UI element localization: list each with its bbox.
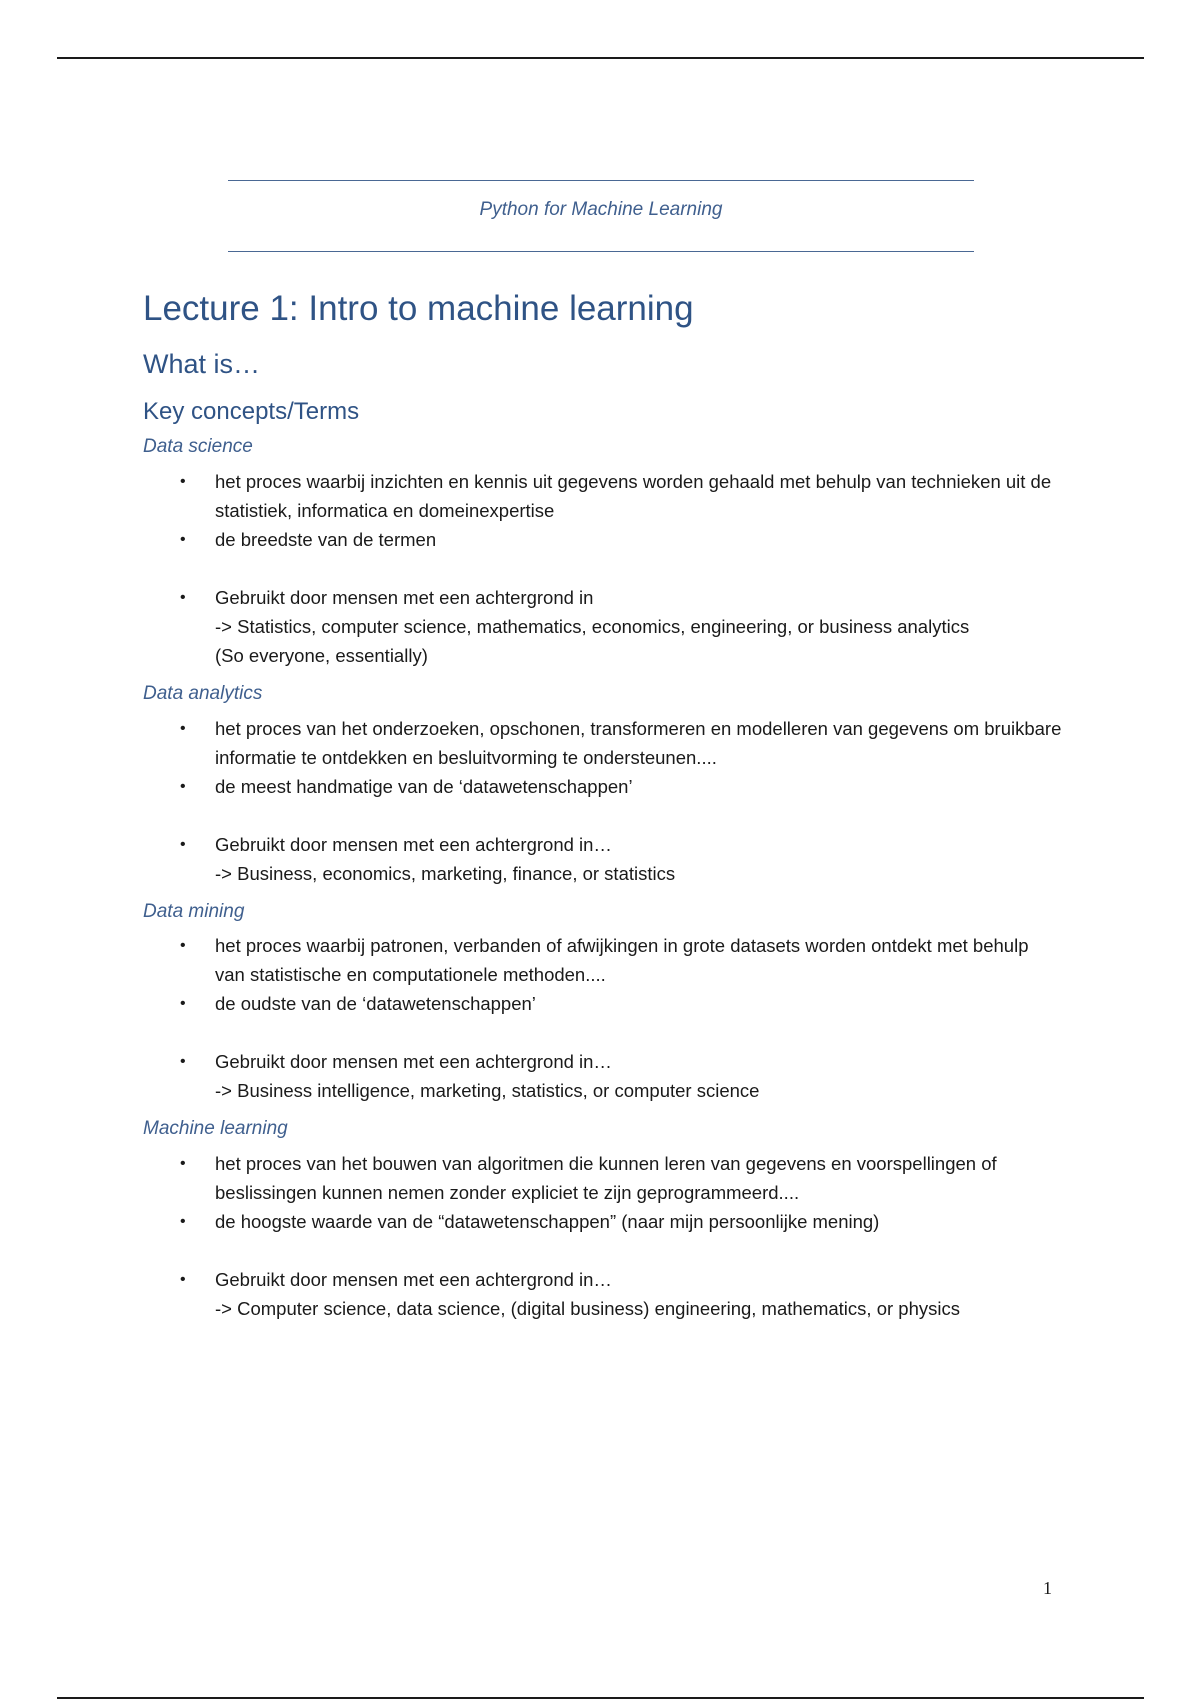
bullet-icon: • [180,1212,186,1230]
bullet-text: -> Business, economics, marketing, finance, or statistics [215,862,676,884]
bullet-item [143,830,1063,888]
bullet-icon: • [180,777,186,795]
header-rule-upper [228,180,974,181]
section-title: Machine learning [143,1118,288,1140]
bullet-icon: • [180,588,186,606]
page-number: 1 [1043,1578,1052,1598]
bullet-list [143,714,1063,888]
bullet-icon: • [180,1053,186,1071]
bullet-icon: • [180,530,186,548]
bullet-text: Gebruikt door mensen met een achtergrond in… [215,1268,612,1290]
bullet-text: -> Business intelligence, marketing, statistics, or computer science [215,1080,760,1102]
bullet-text: Gebruikt door mensen met een achtergrond in [215,586,594,608]
section-title: Data analytics [143,682,263,704]
bullet-icon: • [180,1270,186,1288]
bullet-item [143,1265,1063,1323]
what-is-heading: What is… [143,349,261,379]
lecture-title: Lecture 1: Intro to machine learning [143,289,694,328]
bullet-list [143,1149,1063,1323]
key-concepts-heading: Key concepts/Terms [143,398,360,426]
bullet-item [143,583,1063,670]
bullet-text: het proces van het onderzoeken, opschonen, transformeren en modelleren van gegevens om bruikbare informatie te ontdekken en besluitvorming te ondersteunen.... [215,717,1062,768]
bullet-item [143,1047,1063,1105]
bullet-text: -> Computer science, data science, (digital business) engineering, mathematics, or physics [215,1297,960,1319]
bullet-text: (So everyone, essentially) [215,644,428,666]
header-rule-lower [228,251,974,252]
bullet-icon: • [180,937,186,955]
bullet-list [143,931,1063,1105]
bullet-item [143,467,1063,525]
bullet-icon: • [180,472,186,490]
page-top-rule [57,57,1144,59]
section-machine-learning [143,1117,1063,1323]
bullet-item [143,714,1063,772]
bullet-text: -> Statistics, computer science, mathematics, economics, engineering, or business analytics [215,615,970,637]
bullet-icon: • [180,1154,186,1172]
bullet-text: de breedste van de termen [215,528,437,550]
section-title: Data science [143,436,253,458]
page-bottom-rule [57,1697,1144,1699]
bullet-item [143,772,1063,801]
bullet-text: de hoogste waarde van de “datawetenschappen” (naar mijn persoonlijke mening) [215,1210,880,1232]
bullet-icon: • [180,835,186,853]
bullet-item [143,525,1063,554]
bullet-text: het proces waarbij patronen, verbanden of afwijkingen in grote datasets worden ontdekt met behulp van statistische en computationele methoden.... [215,935,1029,986]
bullet-icon: • [180,995,186,1013]
sections-container [143,435,1063,1323]
section-data-science [143,435,1063,670]
bullet-item [143,1207,1063,1236]
bullet-text: de oudste van de ‘datawetenschappen’ [215,993,536,1015]
section-title: Data mining [143,900,245,922]
bullet-item [143,931,1063,989]
bullet-text: het proces waarbij inzichten en kennis uit gegevens worden gehaald met behulp van technieken uit de statistiek, informatica en domeinexpertise [215,470,1052,521]
section-data-mining [143,900,1063,1106]
section-data-analytics [143,682,1063,888]
document-body [143,288,1063,1335]
bullet-text: het proces van het bouwen van algoritmen die kunnen leren van gegevens en voorspellingen of beslissingen kunnen nemen zonder expliciet te zijn geprogrammeerd.... [215,1152,997,1203]
bullet-list [143,467,1063,670]
bullet-icon: • [180,719,186,737]
bullet-text: de meest handmatige van de ‘datawetenschappen’ [215,775,633,797]
bullet-text: Gebruikt door mensen met een achtergrond in… [215,1051,612,1073]
bullet-item [143,989,1063,1018]
bullet-item [143,1149,1063,1207]
course-title: Python for Machine Learning [479,199,723,220]
bullet-text: Gebruikt door mensen met een achtergrond in… [215,833,612,855]
